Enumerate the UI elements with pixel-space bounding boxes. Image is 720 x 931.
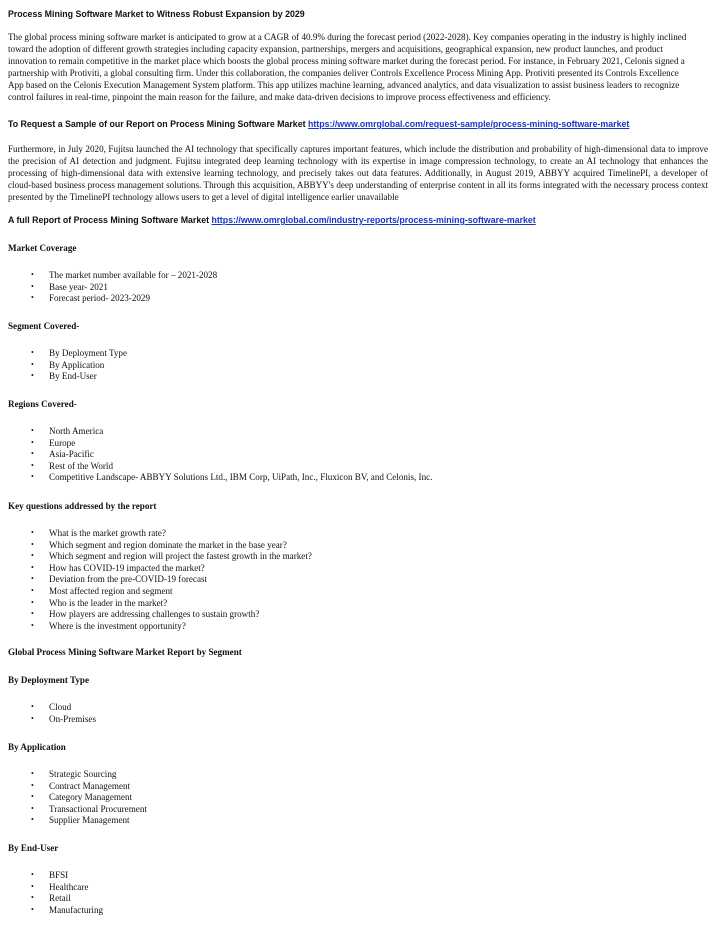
bullet-icon: •	[31, 620, 34, 630]
intro-line: The global process mining software market is anticipated to grow at a CAGR of 40.9% during the forecast period (2022-2028). Key companies operating in the industry is highly inclined	[8, 32, 687, 42]
bullet-icon: •	[31, 803, 34, 813]
by-end-user-list	[8, 869, 103, 915]
bullet-icon: •	[31, 449, 34, 459]
list-item: • Strategic Sourcing	[31, 769, 117, 779]
bullet-icon: •	[31, 472, 34, 482]
intro-line: innovation to remain competitive in the market place which boosts the global process mining software market during the forecast period. For instance, in February 2021, Celonis signed a	[8, 56, 685, 66]
bullet-icon: •	[31, 359, 34, 369]
list-item: • Healthcare	[31, 881, 89, 892]
list-item: • On-Premises	[31, 713, 96, 724]
intro-line: partnership with Protiviti, a global consulting firm. Under this collaboration, the companies deliver Controls Excellence Process Mining App. Protiviti presented its Controls Excellence	[8, 68, 679, 78]
list-item: • Which segment and region will project the fastest growth in the market?	[31, 551, 312, 562]
sample-request-line	[8, 118, 629, 130]
bullet-icon: •	[31, 702, 34, 711]
intro-line: App based on the Celonis Execution Management System platform. This app utilizes machine learning, advanced analytics, and data visualization to assist business leaders to recognize	[8, 80, 680, 90]
regions-covered-list	[8, 425, 432, 483]
list-item: • Rest of the World	[31, 460, 114, 471]
list-item: • Base year- 2021	[31, 281, 108, 292]
bullet-icon: •	[31, 792, 34, 802]
list-item: • Most affected region and segment	[31, 585, 173, 596]
bullet-icon: •	[31, 769, 34, 778]
fujitsu-paragraph: Furthermore, in July 2020, Fujitsu launched the AI technology that specifically captures important features, which include the distribution and probability of high-dimensional data to improve the precision of AI detection and judgment. Fujitsu integrated deep learning technology with its expertise in image compression technology, to create an AI technology that enhances the processing of high-dimensional data with extensive learning technology, and precisely takes out data features. Additionally, in August 2019, ABBYY acquired TimelinePI, a developer of cloud-based business process management solutions. Through this acquisition, ABBYY's deep understanding of enterprise content in all its forms integrated with the necessary process context presented by the TimelinePI technology allows users to get a level of digital intelligence earlier unavailable	[8, 144, 708, 202]
by-application-heading: By Application	[8, 742, 66, 752]
bullet-icon: •	[31, 281, 34, 291]
bullet-icon: •	[31, 437, 34, 447]
list-item: • Retail	[31, 893, 71, 904]
report-by-segment-heading: Global Process Mining Software Market Report by Segment	[8, 647, 242, 657]
list-item: • Which segment and region dominate the market in the base year?	[31, 539, 287, 550]
list-item: • By Deployment Type	[31, 348, 127, 358]
bullet-icon: •	[31, 528, 34, 537]
list-item: • BFSI	[31, 870, 69, 880]
bullet-icon: •	[31, 562, 34, 572]
intro-line: control failures in real-time, pinpoint the main reason for the failure, and make data-driven decisions to improve process effectiveness and efficiency.	[8, 92, 551, 102]
bullet-icon: •	[31, 815, 34, 825]
list-item: • Forecast period- 2023-2029	[31, 293, 151, 304]
list-item: • Category Management	[31, 792, 133, 803]
regions-covered-heading: Regions Covered-	[8, 399, 77, 409]
bullet-icon: •	[31, 539, 34, 549]
bullet-icon: •	[31, 904, 34, 914]
bullet-icon: •	[31, 270, 34, 279]
bullet-icon: •	[31, 585, 34, 595]
by-deployment-type-list	[8, 701, 96, 724]
segment-covered-list	[8, 347, 127, 382]
market-coverage-list	[8, 269, 217, 304]
bullet-icon: •	[31, 574, 34, 584]
list-item: • Contract Management	[31, 780, 131, 791]
bullet-icon: •	[31, 609, 34, 619]
bullet-icon: •	[31, 597, 34, 607]
list-item: • Supplier Management	[31, 815, 130, 826]
full-report-line	[8, 214, 536, 226]
bullet-icon: •	[31, 881, 34, 891]
segment-covered-heading: Segment Covered-	[8, 321, 80, 331]
list-item: • Europe	[31, 437, 76, 448]
list-item: • How players are addressing challenges to sustain growth?	[31, 609, 260, 620]
list-item: • By Application	[31, 359, 105, 370]
sample-request-label: To Request a Sample of our Report on Process Mining Software Market	[8, 119, 308, 129]
bullet-icon: •	[31, 870, 34, 879]
key-questions-list	[8, 527, 312, 631]
market-coverage-heading: Market Coverage	[8, 243, 77, 253]
list-item: • Where is the investment opportunity?	[31, 620, 186, 631]
list-item: • North America	[31, 426, 104, 436]
bullet-icon: •	[31, 348, 34, 357]
bullet-icon: •	[31, 426, 34, 435]
list-item: • By End-User	[31, 371, 97, 382]
by-application-list	[8, 768, 147, 826]
bullet-icon: •	[31, 893, 34, 903]
list-item: • Competitive Landscape- ABBYY Solutions Ltd., IBM Corp, UiPath, Inc., Fluxicon BV, and Celonis, Inc.	[31, 472, 433, 483]
list-item: • What is the market growth rate?	[31, 528, 166, 538]
key-questions-heading: Key questions addressed by the report	[8, 501, 157, 511]
list-item: • Cloud	[31, 702, 72, 712]
by-end-user-heading: By End-User	[8, 843, 59, 853]
sample-request-link[interactable]: https://www.omrglobal.com/request-sample/process-mining-software-market	[307, 119, 630, 129]
full-report-link[interactable]: https://www.omrglobal.com/industry-reports/process-mining-software-market	[211, 215, 536, 225]
bullet-icon: •	[31, 371, 34, 381]
list-item: • Who is the leader in the market?	[31, 597, 168, 608]
bullet-icon: •	[31, 551, 34, 561]
list-item: • Transactional Procurement	[31, 803, 147, 814]
bullet-icon: •	[31, 460, 34, 470]
list-item: • Asia-Pacific	[31, 449, 94, 460]
full-report-label: A full Report of Process Mining Software Market	[8, 215, 212, 225]
list-item: • Deviation from the pre-COVID-19 forecast	[31, 574, 208, 585]
bullet-icon: •	[31, 293, 34, 303]
by-deployment-type-heading: By Deployment Type	[8, 675, 90, 685]
bullet-icon: •	[31, 780, 34, 790]
list-item: • The market number available for – 2021-2028	[31, 270, 218, 280]
intro-line: toward the adoption of different growth strategies including capacity expansion, partnerships, mergers and acquisitions, geographical expansion, new product launches, and product	[8, 44, 663, 54]
list-item: • How has COVID-19 impacted the market?	[31, 562, 205, 573]
list-item: • Manufacturing	[31, 904, 104, 915]
bullet-icon: •	[31, 713, 34, 723]
document-title: Process Mining Software Market to Witness Robust Expansion by 2029	[8, 9, 305, 19]
